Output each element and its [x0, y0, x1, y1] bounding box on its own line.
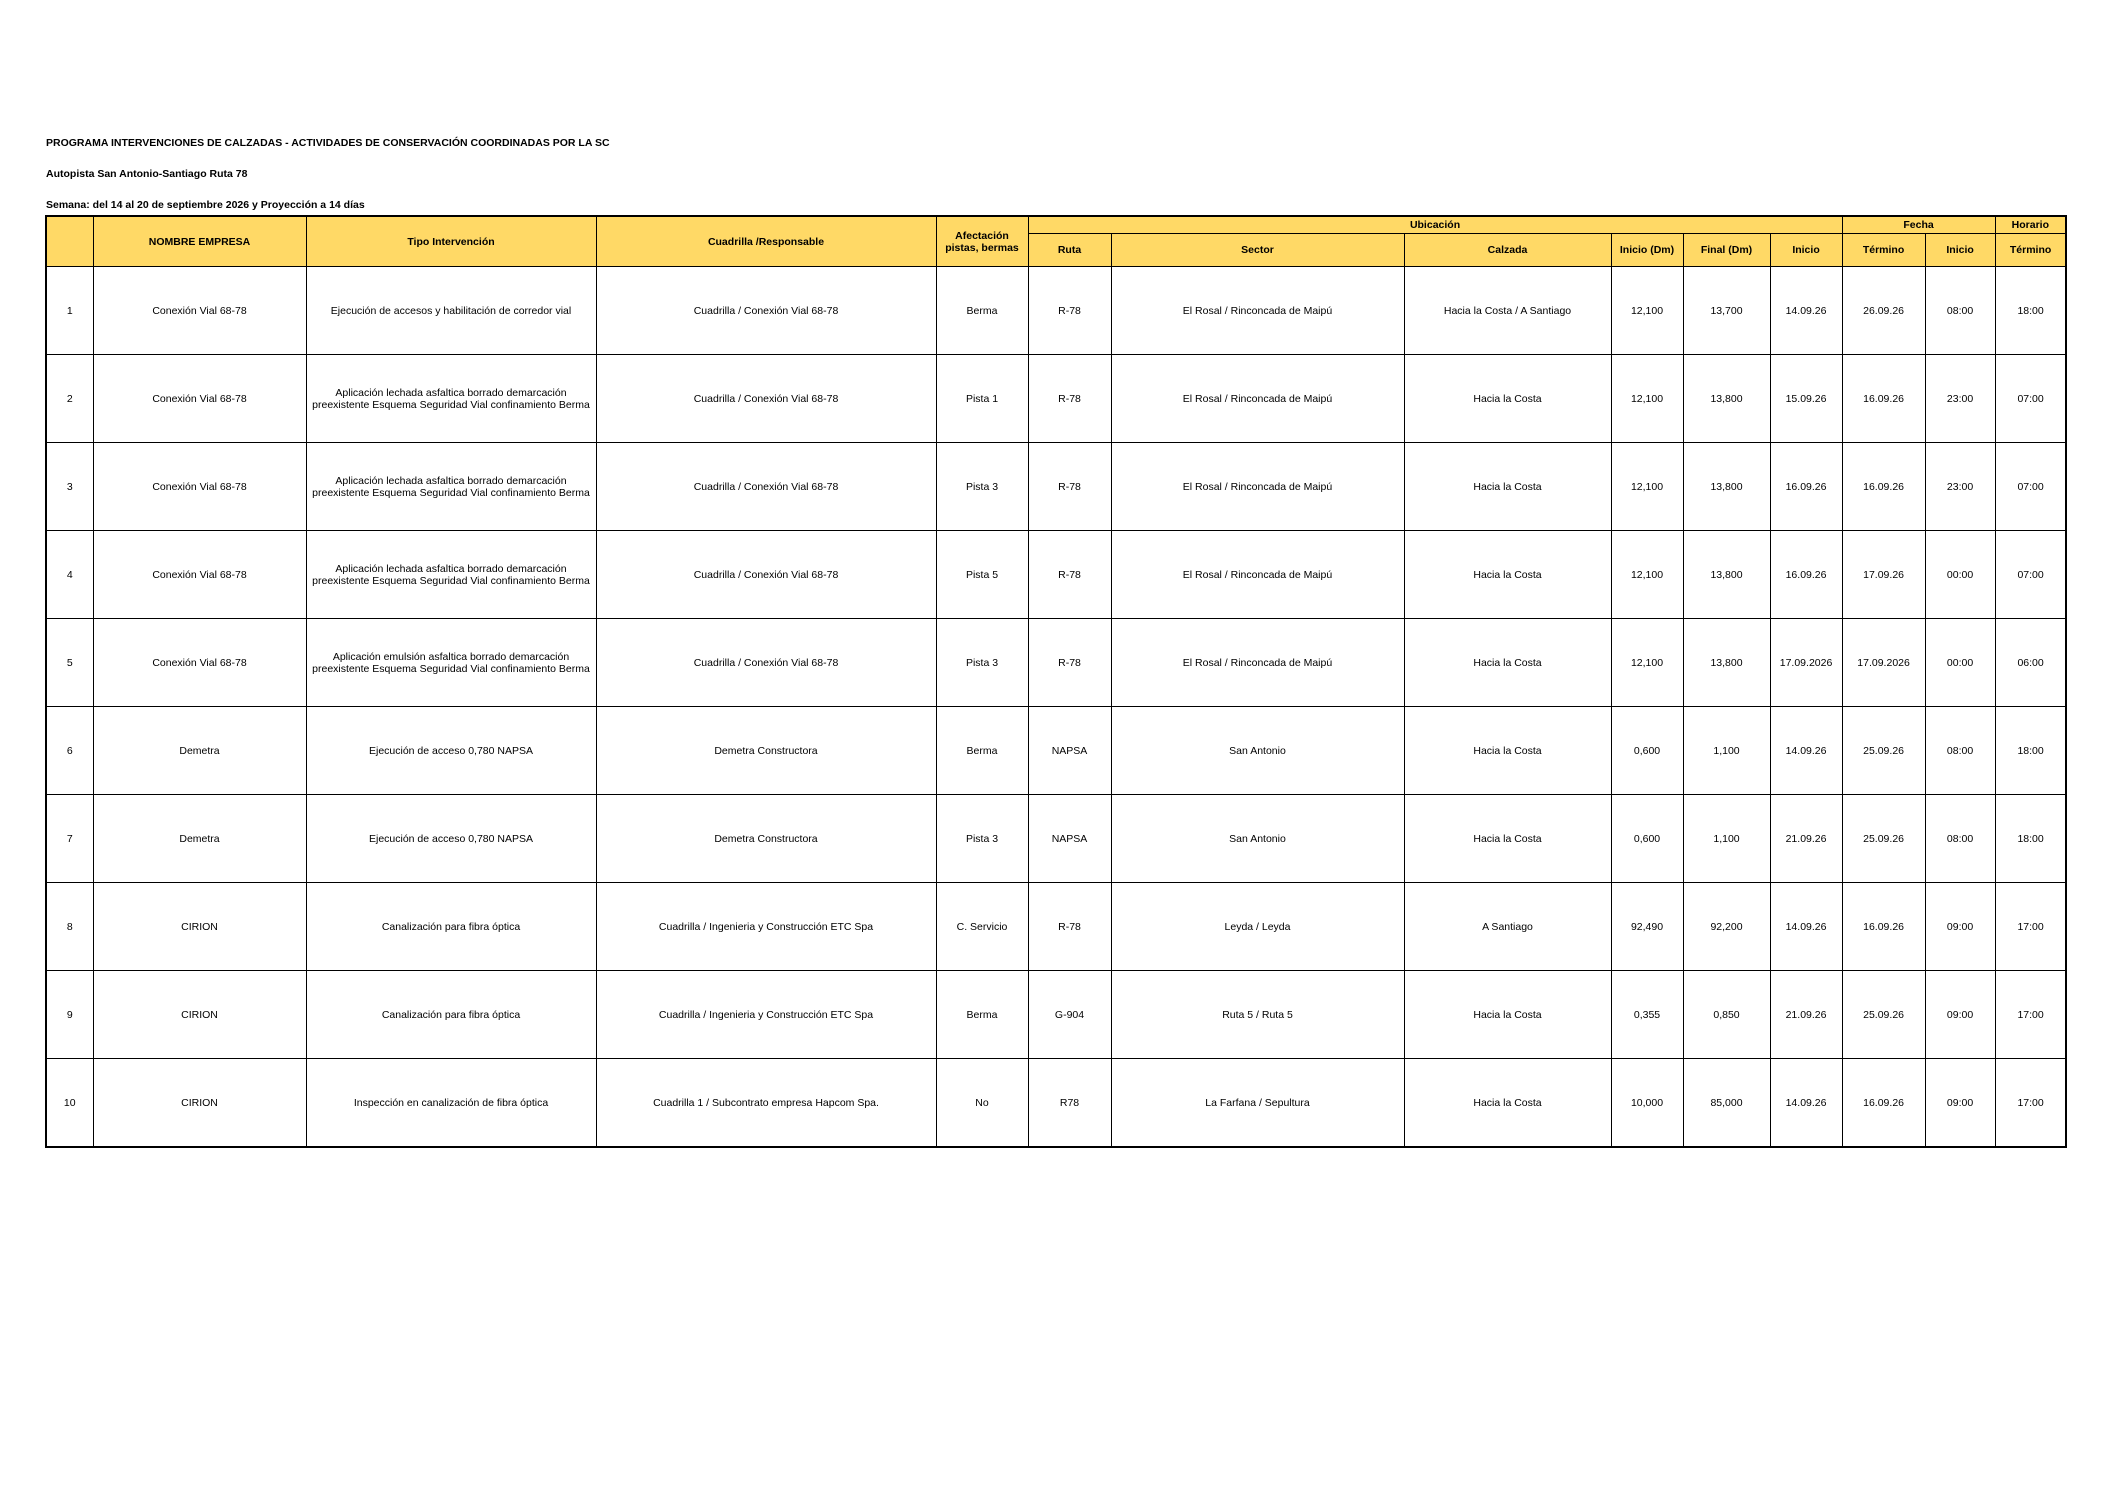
header-final-dm: Final (Dm) [1683, 234, 1770, 267]
cell-fecha-termino: 16.09.26 [1842, 443, 1925, 531]
cell-sector: Leyda / Leyda [1111, 883, 1404, 971]
cell-tipo: Ejecución de accesos y habilitación de corredor vial [306, 267, 596, 355]
table-row [46, 795, 2066, 883]
cell-inicio-dm: 12,100 [1611, 355, 1683, 443]
cell-hora-termino: 17:00 [1995, 971, 2066, 1059]
cell-afectacion: Pista 5 [936, 531, 1028, 619]
cell-hora-termino: 07:00 [1995, 355, 2066, 443]
cell-sector: La Farfana / Sepultura [1111, 1059, 1404, 1148]
cell-final-dm: 13,800 [1683, 443, 1770, 531]
cell-calzada: Hacia la Costa [1404, 707, 1611, 795]
table-row [46, 267, 2066, 355]
interventions-table [45, 215, 2067, 1148]
cell-empresa: Conexión Vial 68-78 [93, 619, 306, 707]
cell-hora-inicio: 08:00 [1925, 707, 1995, 795]
cell-tipo: Aplicación emulsión asfaltica borrado demarcación preexistente Esquema Seguridad Vial confinamiento Berma [306, 619, 596, 707]
cell-hora-inicio: 23:00 [1925, 443, 1995, 531]
cell-cuadrilla: Cuadrilla / Ingenieria y Construcción ETC Spa [596, 971, 936, 1059]
cell-calzada: Hacia la Costa [1404, 619, 1611, 707]
cell-cuadrilla: Cuadrilla / Ingenieria y Construcción ETC Spa [596, 883, 936, 971]
cell-fecha-inicio: 14.09.26 [1770, 707, 1842, 795]
cell-sector: El Rosal / Rinconcada de Maipú [1111, 531, 1404, 619]
cell-number: 1 [46, 267, 93, 355]
cell-ruta: NAPSA [1028, 795, 1111, 883]
cell-fecha-inicio: 16.09.26 [1770, 443, 1842, 531]
cell-afectacion: Berma [936, 707, 1028, 795]
cell-fecha-inicio: 21.09.26 [1770, 971, 1842, 1059]
cell-hora-termino: 18:00 [1995, 267, 2066, 355]
cell-fecha-termino: 26.09.26 [1842, 267, 1925, 355]
cell-number: 5 [46, 619, 93, 707]
cell-sector: El Rosal / Rinconcada de Maipú [1111, 267, 1404, 355]
cell-fecha-inicio: 21.09.26 [1770, 795, 1842, 883]
header-hora-inicio: Inicio [1925, 234, 1995, 267]
table-row [46, 619, 2066, 707]
cell-calzada: Hacia la Costa [1404, 443, 1611, 531]
cell-cuadrilla: Demetra Constructora [596, 795, 936, 883]
cell-ruta: R-78 [1028, 619, 1111, 707]
cell-fecha-inicio: 15.09.26 [1770, 355, 1842, 443]
cell-fecha-termino: 25.09.26 [1842, 971, 1925, 1059]
cell-hora-inicio: 23:00 [1925, 355, 1995, 443]
cell-tipo: Ejecución de acceso 0,780 NAPSA [306, 707, 596, 795]
header-ruta: Ruta [1028, 234, 1111, 267]
cell-ruta: NAPSA [1028, 707, 1111, 795]
cell-afectacion: Pista 3 [936, 443, 1028, 531]
cell-ruta: R-78 [1028, 355, 1111, 443]
cell-final-dm: 0,850 [1683, 971, 1770, 1059]
table-row [46, 355, 2066, 443]
cell-inicio-dm: 10,000 [1611, 1059, 1683, 1148]
cell-final-dm: 13,800 [1683, 355, 1770, 443]
cell-calzada: Hacia la Costa [1404, 971, 1611, 1059]
cell-final-dm: 1,100 [1683, 795, 1770, 883]
table-row [46, 971, 2066, 1059]
cell-tipo: Canalización para fibra óptica [306, 883, 596, 971]
cell-ruta: G-904 [1028, 971, 1111, 1059]
cell-afectacion: Berma [936, 267, 1028, 355]
cell-empresa: Demetra [93, 795, 306, 883]
cell-inicio-dm: 12,100 [1611, 619, 1683, 707]
cell-fecha-inicio: 14.09.26 [1770, 1059, 1842, 1148]
table-row [46, 443, 2066, 531]
week-label: Semana: del 14 al 20 de septiembre 2026 y Proyección a 14 días [46, 199, 365, 211]
cell-number: 8 [46, 883, 93, 971]
header-afectacion: Afectación pistas, bermas [936, 216, 1028, 267]
cell-hora-termino: 18:00 [1995, 707, 2066, 795]
cell-cuadrilla: Cuadrilla / Conexión Vial 68-78 [596, 355, 936, 443]
cell-inicio-dm: 12,100 [1611, 443, 1683, 531]
header-fecha: Fecha [1842, 216, 1995, 234]
cell-tipo: Aplicación lechada asfaltica borrado demarcación preexistente Esquema Seguridad Vial confinamiento Berma [306, 531, 596, 619]
cell-tipo: Inspección en canalización de fibra óptica [306, 1059, 596, 1148]
cell-hora-termino: 17:00 [1995, 883, 2066, 971]
cell-inicio-dm: 12,100 [1611, 531, 1683, 619]
cell-number: 6 [46, 707, 93, 795]
header-number [46, 216, 93, 267]
cell-final-dm: 1,100 [1683, 707, 1770, 795]
cell-hora-inicio: 09:00 [1925, 1059, 1995, 1148]
cell-fecha-termino: 16.09.26 [1842, 355, 1925, 443]
cell-calzada: Hacia la Costa [1404, 355, 1611, 443]
cell-tipo: Aplicación lechada asfaltica borrado demarcación preexistente Esquema Seguridad Vial confinamiento Berma [306, 443, 596, 531]
header-empresa: NOMBRE EMPRESA [93, 216, 306, 267]
cell-sector: Ruta 5 / Ruta 5 [1111, 971, 1404, 1059]
cell-ruta: R-78 [1028, 267, 1111, 355]
cell-number: 9 [46, 971, 93, 1059]
cell-fecha-termino: 17.09.26 [1842, 531, 1925, 619]
cell-final-dm: 85,000 [1683, 1059, 1770, 1148]
cell-afectacion: Pista 1 [936, 355, 1028, 443]
cell-tipo: Ejecución de acceso 0,780 NAPSA [306, 795, 596, 883]
cell-ruta: R-78 [1028, 531, 1111, 619]
cell-fecha-inicio: 14.09.26 [1770, 267, 1842, 355]
cell-fecha-termino: 25.09.26 [1842, 795, 1925, 883]
cell-tipo: Aplicación lechada asfaltica borrado demarcación preexistente Esquema Seguridad Vial confinamiento Berma [306, 355, 596, 443]
cell-inicio-dm: 92,490 [1611, 883, 1683, 971]
cell-hora-inicio: 09:00 [1925, 971, 1995, 1059]
cell-hora-inicio: 08:00 [1925, 267, 1995, 355]
cell-empresa: CIRION [93, 1059, 306, 1148]
header-cuadrilla: Cuadrilla /Responsable [596, 216, 936, 267]
cell-cuadrilla: Demetra Constructora [596, 707, 936, 795]
cell-hora-termino: 17:00 [1995, 1059, 2066, 1148]
cell-sector: San Antonio [1111, 707, 1404, 795]
cell-final-dm: 13,700 [1683, 267, 1770, 355]
cell-fecha-inicio: 14.09.26 [1770, 883, 1842, 971]
cell-ruta: R78 [1028, 1059, 1111, 1148]
cell-number: 2 [46, 355, 93, 443]
cell-cuadrilla: Cuadrilla / Conexión Vial 68-78 [596, 267, 936, 355]
cell-inicio-dm: 0,600 [1611, 795, 1683, 883]
cell-empresa: CIRION [93, 971, 306, 1059]
cell-empresa: CIRION [93, 883, 306, 971]
cell-sector: El Rosal / Rinconcada de Maipú [1111, 619, 1404, 707]
cell-afectacion: Pista 3 [936, 795, 1028, 883]
cell-fecha-inicio: 17.09.2026 [1770, 619, 1842, 707]
cell-fecha-termino: 16.09.26 [1842, 883, 1925, 971]
cell-calzada: Hacia la Costa / A Santiago [1404, 267, 1611, 355]
header-hora-termino: Término [1995, 234, 2066, 267]
cell-calzada: Hacia la Costa [1404, 795, 1611, 883]
cell-number: 10 [46, 1059, 93, 1148]
cell-afectacion: Berma [936, 971, 1028, 1059]
cell-final-dm: 92,200 [1683, 883, 1770, 971]
cell-afectacion: Pista 3 [936, 619, 1028, 707]
cell-sector: El Rosal / Rinconcada de Maipú [1111, 355, 1404, 443]
cell-empresa: Conexión Vial 68-78 [93, 267, 306, 355]
cell-number: 3 [46, 443, 93, 531]
cell-ruta: R-78 [1028, 443, 1111, 531]
table-row [46, 707, 2066, 795]
header-inicio-dm: Inicio (Dm) [1611, 234, 1683, 267]
cell-empresa: Conexión Vial 68-78 [93, 443, 306, 531]
cell-hora-termino: 18:00 [1995, 795, 2066, 883]
cell-empresa: Demetra [93, 707, 306, 795]
cell-inicio-dm: 0,600 [1611, 707, 1683, 795]
header-fecha-inicio: Inicio [1770, 234, 1842, 267]
cell-hora-inicio: 00:00 [1925, 531, 1995, 619]
cell-empresa: Conexión Vial 68-78 [93, 531, 306, 619]
table-row [46, 531, 2066, 619]
cell-hora-termino: 06:00 [1995, 619, 2066, 707]
header-fecha-termino: Término [1842, 234, 1925, 267]
cell-final-dm: 13,800 [1683, 531, 1770, 619]
cell-calzada: Hacia la Costa [1404, 1059, 1611, 1148]
cell-fecha-termino: 16.09.26 [1842, 1059, 1925, 1148]
header-sector: Sector [1111, 234, 1404, 267]
cell-number: 4 [46, 531, 93, 619]
table-row [46, 883, 2066, 971]
cell-number: 7 [46, 795, 93, 883]
header-calzada: Calzada [1404, 234, 1611, 267]
cell-tipo: Canalización para fibra óptica [306, 971, 596, 1059]
cell-hora-termino: 07:00 [1995, 443, 2066, 531]
cell-cuadrilla: Cuadrilla / Conexión Vial 68-78 [596, 619, 936, 707]
cell-calzada: A Santiago [1404, 883, 1611, 971]
page-subtitle: Autopista San Antonio-Santiago Ruta 78 [46, 168, 248, 180]
cell-hora-inicio: 00:00 [1925, 619, 1995, 707]
cell-sector: El Rosal / Rinconcada de Maipú [1111, 443, 1404, 531]
cell-hora-inicio: 09:00 [1925, 883, 1995, 971]
cell-hora-termino: 07:00 [1995, 531, 2066, 619]
cell-fecha-termino: 25.09.26 [1842, 707, 1925, 795]
header-ubicacion: Ubicación [1028, 216, 1842, 234]
cell-fecha-termino: 17.09.2026 [1842, 619, 1925, 707]
cell-cuadrilla: Cuadrilla 1 / Subcontrato empresa Hapcom Spa. [596, 1059, 936, 1148]
header-horario: Horario [1995, 216, 2066, 234]
cell-afectacion: No [936, 1059, 1028, 1148]
cell-ruta: R-78 [1028, 883, 1111, 971]
cell-final-dm: 13,800 [1683, 619, 1770, 707]
cell-sector: San Antonio [1111, 795, 1404, 883]
cell-calzada: Hacia la Costa [1404, 531, 1611, 619]
header-tipo: Tipo Intervención [306, 216, 596, 267]
cell-hora-inicio: 08:00 [1925, 795, 1995, 883]
cell-inicio-dm: 0,355 [1611, 971, 1683, 1059]
cell-inicio-dm: 12,100 [1611, 267, 1683, 355]
cell-fecha-inicio: 16.09.26 [1770, 531, 1842, 619]
table-row [46, 1059, 2066, 1148]
cell-cuadrilla: Cuadrilla / Conexión Vial 68-78 [596, 531, 936, 619]
cell-cuadrilla: Cuadrilla / Conexión Vial 68-78 [596, 443, 936, 531]
cell-empresa: Conexión Vial 68-78 [93, 355, 306, 443]
cell-afectacion: C. Servicio [936, 883, 1028, 971]
page-title: PROGRAMA INTERVENCIONES DE CALZADAS - ACTIVIDADES DE CONSERVACIÓN COORDINADAS POR LA SC [46, 137, 610, 149]
